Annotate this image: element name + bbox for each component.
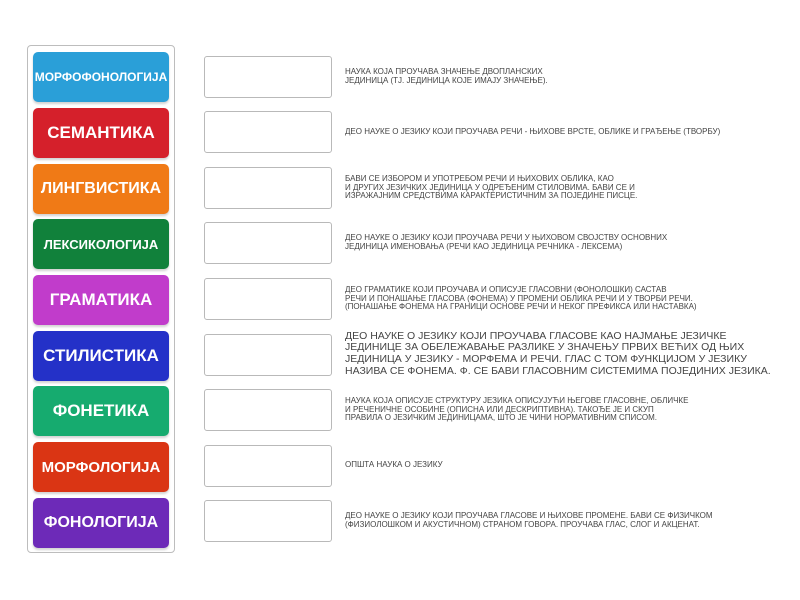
definition-8: ОПШТА НАУКА О ЈЕЗИКУ: [345, 459, 443, 469]
drop-slot-9[interactable]: [204, 500, 332, 542]
drop-slot-7[interactable]: [204, 389, 332, 431]
tile-leksikologija[interactable]: ЛЕКСИКОЛОГИЈА: [33, 219, 169, 269]
drop-slot-4[interactable]: [204, 222, 332, 264]
definition-3: БАВИ СЕ ИЗБОРОМ И УПОТРЕБОМ РЕЧИ И ЊИХОВИХ ОБЛИКА, КАО И ДРУГИХ ЈЕЗИЧКИХ ЈЕДИНИЦА У ОДРЕЂЕНИМ СТИЛОВИМА. БАВИ СЕ И ИЗРАЖАЈНИМ СРЕДСТВИМА КАРАКТЕРИСТИЧНИМ ЗА ПОЈЕДИНЕ ПИСЦЕ.: [345, 173, 638, 201]
tile-fonetika[interactable]: ФОНЕТИКА: [33, 386, 169, 436]
definition-9: ДЕО НАУКЕ О ЈЕЗИКУ КОЈИ ПРОУЧАВА ГЛАСОВЕ И ЊИХОВЕ ПРОМЕНЕ. БАВИ СЕ ФИЗИЧКОМ (ФИЗИОЛОШКОМ И АКУСТИЧНОМ) СТРАНОМ ГОВОРА. ПРОУЧАВА ГЛАС, СЛОГ И АКЦЕНАТ.: [345, 511, 713, 529]
drop-slot-8[interactable]: [204, 445, 332, 487]
tile-lingvistika[interactable]: ЛИНГВИСТИКА: [33, 164, 169, 214]
drop-slot-2[interactable]: [204, 111, 332, 153]
definition-5: ДЕО ГРАМАТИКЕ КОЈИ ПРОУЧАВА И ОПИСУЈЕ ГЛАСОВНИ (ФОНОЛОШКИ) САСТАВ РЕЧИ И ПОНАШАЊЕ ГЛАСОВА (ФОНЕМА) У ПРОМЕНИ ОБЛИКА РЕЧИ И У ТВОРБИ РЕЧИ. (ПОНАШАЊЕ ФОНЕМА НА ГРАНИЦИ ОСНОВЕ РЕЧИ И НЕКОГ ПРЕФИКСА ИЛИ НАСТАВКА): [345, 284, 697, 312]
tile-stilistika[interactable]: СТИЛИСТИКА: [33, 331, 169, 381]
definition-4: ДЕО НАУКЕ О ЈЕЗИКУ КОЈИ ПРОУЧАВА РЕЧИ У ЊИХОВОМ СВОЈСТВУ ОСНОВНИХ ЈЕДИНИЦА ИМЕНОВАЊА (РЕЧИ КАО ЈЕДИНИЦА РЕЧНИКА - ЛЕКСЕМА): [345, 233, 668, 251]
tile-morfofonologija[interactable]: МОРФОФОНОЛОГИЈА: [33, 52, 169, 102]
drop-slot-3[interactable]: [204, 167, 332, 209]
definition-1: НАУКА КОЈА ПРОУЧАВА ЗНАЧЕЊЕ ДВОПЛАНСКИХ ЈЕДИНИЦА (ТЈ. ЈЕДИНИЦА КОЈЕ ИМАЈУ ЗНАЧЕЊЕ).: [345, 67, 548, 85]
drop-slot-1[interactable]: [204, 56, 332, 98]
definition-7: НАУКА КОЈА ОПИСУЈЕ СТРУКТУРУ ЈЕЗИКА ОПИСУЈУЋИ ЊЕГОВЕ ГЛАСОВНЕ, ОБЛИЧКЕ И РЕЧЕНИЧНЕ ОСОБИНЕ (ОПИСНА ИЛИ ДЕСКРИПТИВНА). ТАКОЂЕ ЈЕ И СКУП ПРАВИЛА О ЈЕЗИЧКИМ ЈЕДИНИЦАМА, ШТО ЈЕ ЧИНИ НОРМАТИВНИМ СПИСОМ.: [345, 395, 689, 423]
tile-gramatika[interactable]: ГРАМАТИКА: [33, 275, 169, 325]
definition-2: ДЕО НАУКЕ О ЈЕЗИКУ КОЈИ ПРОУЧАВА РЕЧИ - ЊИХОВЕ ВРСТЕ, ОБЛИКЕ И ГРАЂЕЊЕ (ТВОРБУ): [345, 126, 721, 136]
drop-slot-6[interactable]: [204, 334, 332, 376]
drop-slot-5[interactable]: [204, 278, 332, 320]
tile-fonologija[interactable]: ФОНОЛОГИЈА: [33, 498, 169, 548]
tile-semantika[interactable]: СЕМАНТИКА: [33, 108, 169, 158]
tile-morfologija[interactable]: МОРФОЛОГИЈА: [33, 442, 169, 492]
definition-6: ДЕО НАУКЕ О ЈЕЗИКУ КОЈИ ПРОУЧАВА ГЛАСОВЕ КАО НАЈМАЊЕ ЈЕЗИЧКЕ ЈЕДИНИЦЕ ЗА ОБЕЛЕЖАВАЊЕ РАЗЛИКЕ У ЗНАЧЕЊУ ПРВИХ ВЕЋИХ ОД ЊИХ ЈЕДИНИЦА У ЈЕЗИКУ - МОРФЕМА И РЕЧИ. ГЛАС С ТОМ ФУНКЦИЈОМ У ЈЕЗИКУ НАЗИВА СЕ ФОНЕМА. Ф. СЕ БАВИ ГЛАСОВНИМ СИСТЕМИМА ПОЈЕДИНИХ ЈЕЗИКА.: [345, 329, 771, 377]
